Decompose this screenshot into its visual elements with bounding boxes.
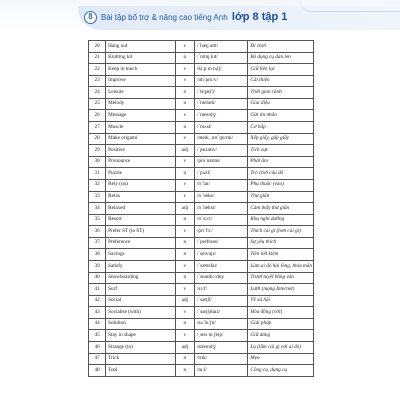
- vietnamese-meaning: Xếp giấy, gấp giấy: [248, 133, 314, 145]
- vocab-word: Hang out: [106, 41, 176, 53]
- vietnamese-meaning: Giải pháp: [248, 318, 314, 330]
- vietnamese-meaning: Trò chơi câu đố: [248, 168, 314, 180]
- vietnamese-meaning: Cơ bắp: [248, 122, 314, 134]
- vietnamese-meaning: Đi chơi: [248, 41, 314, 53]
- table-row: [89, 133, 314, 145]
- row-number: 36: [89, 226, 106, 238]
- pronunciation: /streɪndʒ/: [194, 342, 247, 354]
- pronunciation: /ˈsəʊʃl/: [194, 295, 247, 307]
- row-number: 38: [89, 249, 106, 261]
- row-number: 46: [89, 342, 106, 354]
- pronunciation: /ˈseɪvɪŋz/: [194, 249, 247, 261]
- vocab-word: Prefer ST (to ST): [106, 226, 176, 238]
- vocab-word: Puzzle: [106, 168, 176, 180]
- row-number: 24: [89, 87, 106, 99]
- table-row: [89, 295, 314, 307]
- row-number: 33: [89, 191, 106, 203]
- pronunciation: /trɪk/: [194, 353, 247, 365]
- part-of-speech: n: [175, 318, 194, 330]
- row-number: 35: [89, 214, 106, 226]
- vietnamese-meaning: Giữ dáng: [248, 330, 314, 342]
- table-row: [89, 342, 314, 354]
- vocab-word: Message: [106, 110, 176, 122]
- vietnamese-meaning: Công cụ, dụng cụ: [248, 365, 314, 377]
- row-number: 26: [89, 110, 106, 122]
- vocab-word: Socialise (with): [106, 307, 176, 319]
- table-row: [89, 237, 314, 249]
- pronunciation: /ˈpɒzətɪv/: [194, 145, 247, 157]
- part-of-speech: v: [175, 226, 194, 238]
- part-of-speech: n: [175, 249, 194, 261]
- vietnamese-meaning: Phát âm: [248, 156, 314, 168]
- row-number: 31: [89, 168, 106, 180]
- part-of-speech: v: [175, 75, 194, 87]
- table-row: [89, 122, 314, 134]
- vietnamese-meaning: Thư giãn: [248, 191, 314, 203]
- vocab-word: Muscle: [106, 122, 176, 134]
- vietnamese-meaning: Trượt tuyết bằng ván: [248, 272, 314, 284]
- vocab-word: Relax: [106, 191, 176, 203]
- part-of-speech: v: [175, 41, 194, 53]
- part-of-speech: adj: [175, 342, 194, 354]
- vocabulary-table-body: [89, 41, 314, 377]
- vietnamese-meaning: Thời gian rảnh: [248, 87, 314, 99]
- row-number: 22: [89, 64, 106, 76]
- vietnamese-meaning: Sự yêu thích: [248, 237, 314, 249]
- part-of-speech: n: [175, 272, 194, 284]
- table-row: [89, 318, 314, 330]
- part-of-speech: adj: [175, 203, 194, 215]
- pronunciation: /səˈluːʃn/: [194, 318, 247, 330]
- part-of-speech: n: [175, 87, 194, 99]
- vocab-word: Melody: [106, 98, 176, 110]
- part-of-speech: v: [175, 64, 194, 76]
- vocab-word: Strange (to): [106, 342, 176, 354]
- row-number: 45: [89, 330, 106, 342]
- pronunciation: /rɪˈlækst/: [194, 203, 247, 215]
- table-row: [89, 307, 314, 319]
- part-of-speech: v: [175, 110, 194, 122]
- pronunciation: /rɪˈzɔːt/: [194, 214, 247, 226]
- vocab-word: Tool: [106, 365, 176, 377]
- row-number: 32: [89, 179, 106, 191]
- pronunciation: /ɪmˈpruːv/: [194, 75, 247, 87]
- vietnamese-meaning: Về xã hội: [248, 295, 314, 307]
- vietnamese-meaning: Phụ thuộc (vào): [248, 179, 314, 191]
- pronunciation: /kiːp ɪn tʌtʃ/: [194, 64, 247, 76]
- part-of-speech: adj: [175, 295, 194, 307]
- table-row: [89, 203, 314, 215]
- row-number: 42: [89, 295, 106, 307]
- row-number: 34: [89, 203, 106, 215]
- pronunciation: /ˈmelədi/: [194, 98, 247, 110]
- vocab-word: Surf: [106, 284, 176, 296]
- part-of-speech: n: [175, 214, 194, 226]
- vocab-word: Improve: [106, 75, 176, 87]
- row-number: 21: [89, 52, 106, 64]
- part-of-speech: n: [175, 122, 194, 134]
- vocab-word: Satisfy: [106, 260, 176, 272]
- book-title: [101, 10, 287, 24]
- row-number: 37: [89, 237, 106, 249]
- table-row: [89, 87, 314, 99]
- table-row: [89, 191, 314, 203]
- part-of-speech: v: [175, 284, 194, 296]
- pronunciation: /ˌsteɪ ɪn ʃeɪp/: [194, 330, 247, 342]
- vietnamese-meaning: Giai điệu: [248, 98, 314, 110]
- pronunciation: /ˈmʌsl/: [194, 122, 247, 134]
- part-of-speech: n: [175, 353, 194, 365]
- pronunciation: /ˈpʌzl/: [194, 168, 247, 180]
- pronunciation: /ˈnɪtɪŋ kɪt/: [194, 52, 247, 64]
- vietnamese-meaning: Lạ (lẫm cái gì với ai đó): [248, 342, 314, 354]
- row-number: 40: [89, 272, 106, 284]
- table-row: [89, 260, 314, 272]
- header-decoration: [300, 0, 400, 12]
- vietnamese-meaning: Tích cực: [248, 145, 314, 157]
- vocab-word: Solution: [106, 318, 176, 330]
- pronunciation: /ˈprefrəns/: [194, 237, 247, 249]
- row-number: 44: [89, 318, 106, 330]
- vocab-word: Trick: [106, 353, 176, 365]
- pronunciation: /meɪk ˌɒrɪˈɡɑːmi/: [194, 133, 247, 145]
- row-number: 48: [89, 365, 106, 377]
- vocab-word: Social: [106, 295, 176, 307]
- row-number: 25: [89, 98, 106, 110]
- part-of-speech: n: [175, 168, 194, 180]
- vocab-word: Preference: [106, 237, 176, 249]
- table-row: [89, 272, 314, 284]
- table-row: [89, 179, 314, 191]
- table-row: [89, 330, 314, 342]
- row-number: 47: [89, 353, 106, 365]
- table-row: [89, 168, 314, 180]
- pronunciation: /ˈsnəʊbɔːdɪŋ/: [194, 272, 247, 284]
- vietnamese-meaning: Làm ai đó hài lòng, thỏa mãn: [248, 260, 314, 272]
- row-number: 29: [89, 145, 106, 157]
- table-row: [89, 214, 314, 226]
- vocab-word: Pronounce: [106, 156, 176, 168]
- pronunciation: /tuːl/: [194, 365, 247, 377]
- table-row: [89, 98, 314, 110]
- vocab-word: Knitting kit: [106, 52, 176, 64]
- part-of-speech: v: [175, 307, 194, 319]
- part-of-speech: v: [175, 179, 194, 191]
- vocab-word: Positive: [106, 145, 176, 157]
- vietnamese-meaning: Mẹo: [248, 353, 314, 365]
- pronunciation: /ˈmesɪdʒ/: [194, 110, 247, 122]
- vocab-word: Make origami: [106, 133, 176, 145]
- table-row: [89, 64, 314, 76]
- vocab-word: Snowboarding: [106, 272, 176, 284]
- row-number: 20: [89, 41, 106, 53]
- row-number: 23: [89, 75, 106, 87]
- page-number-badge: 8: [84, 11, 97, 24]
- vietnamese-meaning: Cảm thấy thư giãn: [248, 203, 314, 215]
- table-row: [89, 52, 314, 64]
- table-row: [89, 145, 314, 157]
- row-number: 43: [89, 307, 106, 319]
- pronunciation: /prɪˈfɜː/: [194, 226, 247, 238]
- row-number: 30: [89, 156, 106, 168]
- part-of-speech: n: [175, 52, 194, 64]
- part-of-speech: n: [175, 237, 194, 249]
- grade-label: lớp 8 tập 1: [231, 11, 288, 23]
- vocab-word: Resort: [106, 214, 176, 226]
- vietnamese-meaning: Khu nghỉ dưỡng: [248, 214, 314, 226]
- book-title-text: Bài tập bổ trợ & nâng cao tiếng Anh: [101, 13, 228, 22]
- part-of-speech: v: [175, 260, 194, 272]
- row-number: 28: [89, 133, 106, 145]
- table-row: [89, 226, 314, 238]
- row-number: 39: [89, 260, 106, 272]
- table-row: [89, 353, 314, 365]
- table-row: [89, 41, 314, 53]
- vietnamese-meaning: Cải thiện: [248, 75, 314, 87]
- vietnamese-meaning: Hòa đồng (với): [248, 307, 314, 319]
- vietnamese-meaning: Tiền tiết kiệm: [248, 249, 314, 261]
- part-of-speech: n: [175, 365, 194, 377]
- part-of-speech: adj: [175, 145, 194, 157]
- table-row: [89, 365, 314, 377]
- part-of-speech: v: [175, 133, 194, 145]
- vocab-word: Leisure: [106, 87, 176, 99]
- vietnamese-meaning: Bộ dụng cụ đan len: [248, 52, 314, 64]
- pronunciation: /ˈsætɪsfaɪ/: [194, 260, 247, 272]
- row-number: 27: [89, 122, 106, 134]
- part-of-speech: v: [175, 156, 194, 168]
- table-row: [89, 110, 314, 122]
- table-row: [89, 156, 314, 168]
- vocab-word: Keep in touch: [106, 64, 176, 76]
- pronunciation: /ˈsəʊʃəlaɪz/: [194, 307, 247, 319]
- part-of-speech: v: [175, 330, 194, 342]
- table-row: [89, 249, 314, 261]
- row-number: 41: [89, 284, 106, 296]
- vocab-word: Savings: [106, 249, 176, 261]
- pronunciation: /prəˈnaʊns/: [194, 156, 247, 168]
- vocabulary-table: [88, 40, 314, 377]
- pronunciation: /ˈhæŋ aʊt/: [194, 41, 247, 53]
- vocab-word: Relaxed: [106, 203, 176, 215]
- pronunciation: /ˈleʒə(r)/: [194, 87, 247, 99]
- pronunciation: /rɪˈlæks/: [194, 191, 247, 203]
- vietnamese-meaning: Giữ liên lạc: [248, 64, 314, 76]
- table-row: [89, 284, 314, 296]
- part-of-speech: v: [175, 191, 194, 203]
- pronunciation: /rɪˈlaɪ/: [194, 179, 247, 191]
- vocab-word: Rely (on): [106, 179, 176, 191]
- vietnamese-meaning: Gửi tin nhắn: [248, 110, 314, 122]
- pronunciation: /sɜːf/: [194, 284, 247, 296]
- vietnamese-meaning: Thích cái gì (hơn cái gì): [248, 226, 314, 238]
- vocab-word: Stay in shape: [106, 330, 176, 342]
- table-row: [89, 75, 314, 87]
- vietnamese-meaning: Lướt (mạng Internet): [248, 284, 314, 296]
- part-of-speech: n: [175, 98, 194, 110]
